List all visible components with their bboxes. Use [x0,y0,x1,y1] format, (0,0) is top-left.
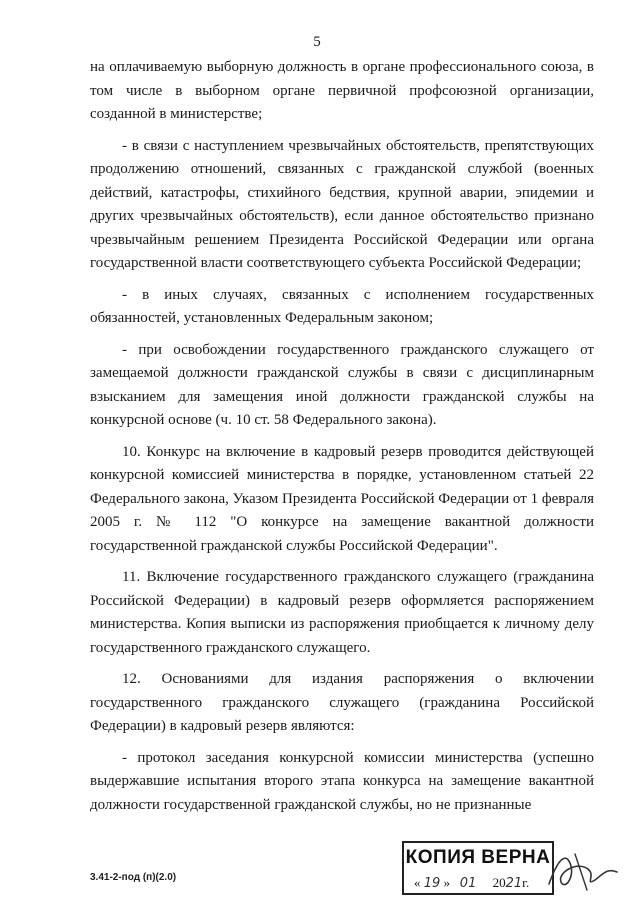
paragraph-11: 11. Включение государственного гражданского служащего (гражданина Российской Федерации) в кадровый резерв оформляется распоряжением министерства. Копия выписки из распоряжения приобщается к личному делу государственного гражданского служащего. [90,569,594,656]
stamp-month: 01 [459,876,477,891]
stamp-title: КОПИЯ ВЕРНА [405,847,551,868]
page-number: 5 [313,34,321,50]
paragraph-other-cases: - в иных случаях, связанных с исполнением государственных обязанностей, установленных Федеральным законом; [90,286,594,326]
paragraph-protocol: - протокол заседания конкурсной комиссии министерства (успешно выдержавшие испытания второго этапа конкурса на замещение вакантной должности государственной гражданской службы, но не признанные [90,749,594,813]
signature-icon [545,846,625,896]
paragraph-12: 12. Основаниями для издания распоряжения о включении государственного гражданского служащего (гражданина Российской Федерации) в кадровый резерв являются: [90,671,594,734]
paragraph-emergency: - в связи с наступлением чрезвычайных обстоятельств, препятствующих продолжению отношений, связанных с гражданской службой (военных действий, катастрофы, стихийного бедствия, крупной аварии, эпидемии и других чрезвычайных обстоятельств), если данное обстоятельство признано чрезвычайным решением Президента Российской Федерации или органа государственной власти соответствующего субъекта Российской Федерации; [90,137,594,271]
paragraph-10: 10. Конкурс на включение в кадровый резерв проводится действующей конкурсной комиссией министерства в порядке, установленном статьей 22 Федерального закона, Указом Президента Российской Федерации от 1 февраля 2005 г. № 112 "О конкурсе на замещение вакантной должности государственной гражданской службы Российской Федерации". [90,443,594,554]
paragraph-disciplinary: - при освобождении государственного гражданского служащего от замещаемой должности гражданской службы в связи с дисциплинарным взысканием для замещения иной должности гражданской службы на конкурсной основе (ч. 10 ст. 58 Федерального закона). [90,341,594,428]
stamp-open-quote: « [414,875,421,890]
stamp-day: 19 [423,876,441,891]
paragraph-continuation: на оплачиваемую выборную должность в органе профессионального союза, в том числе в выборном органе первичной профсоюзной организации, созданной в министерстве; [90,59,594,122]
document-code: 3.41-2-под (п)(2.0) [90,872,177,883]
stamp-year-suffix: 21 [505,876,523,891]
document-body [90,56,594,825]
copy-certified-stamp [402,841,554,895]
stamp-year-mark: г. [522,875,530,890]
stamp-close-quote: » [443,875,451,890]
stamp-date [414,875,529,891]
stamp-year-prefix: 20 [492,875,506,890]
